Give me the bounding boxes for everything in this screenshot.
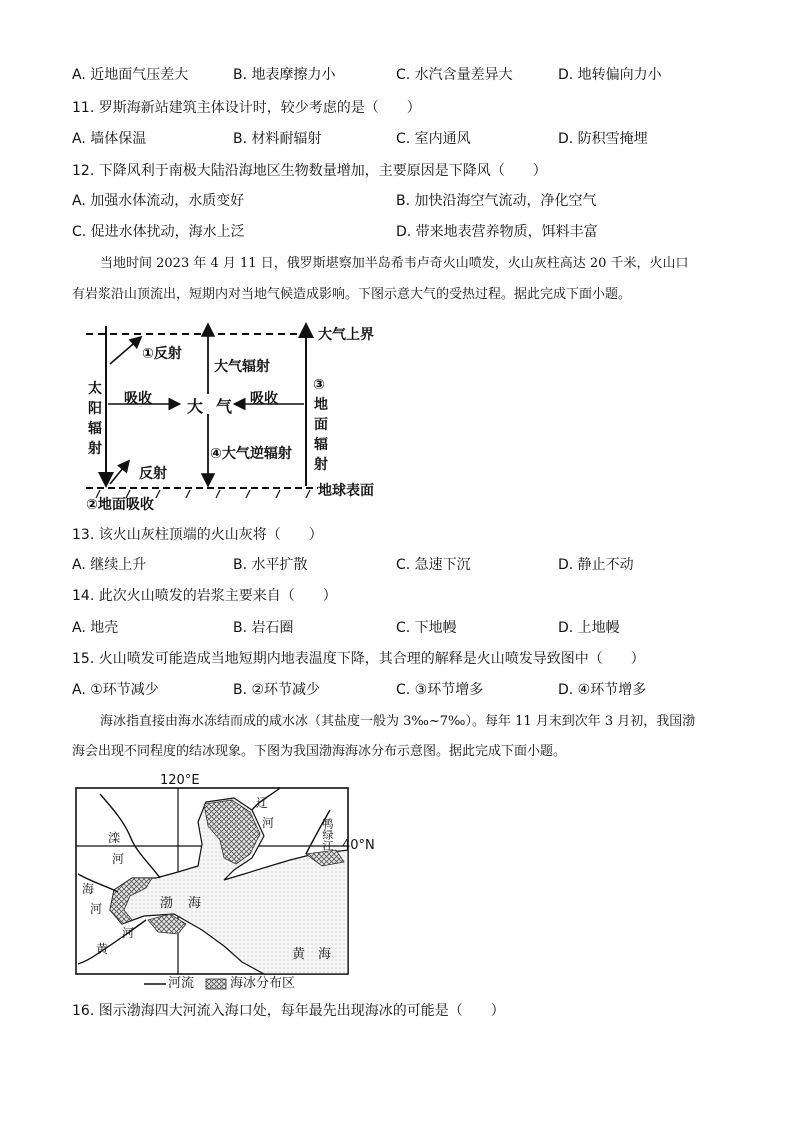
fig2-bo: 渤 — [160, 896, 174, 911]
q13-option-b: B. 水平扩散 — [233, 557, 308, 573]
fig1-reflect2: 反射 — [139, 466, 167, 482]
fig1-ground-rad-4: 辐 — [314, 437, 328, 453]
passage2-line1: 海冰指直接由海水冻结而成的咸水冰（其盐度一般为 3‰~7‰）。每年 11 月末到次年 3 月初，我国渤 — [100, 714, 696, 729]
q10-option-c: C. 水汽含量差异大 — [396, 67, 513, 83]
fig2-lon: 120°E — [160, 773, 200, 788]
q11-option-d: D. 防积雪掩埋 — [558, 131, 648, 147]
fig1-ground-rad-2: 地 — [314, 397, 328, 413]
fig1-atm-char1: 大 — [187, 397, 204, 416]
fig1-ground-rad-3: 面 — [314, 417, 328, 433]
q13-stem: 13. 该火山灰柱顶端的火山灰将（ ） — [72, 527, 323, 543]
q12-stem: 12. 下降风利于南极大陆沿海地区生物数量增加，主要原因是下降风（ ） — [72, 163, 547, 179]
q10-option-b: B. 地表摩擦力小 — [233, 67, 336, 83]
q10-option-a: A. 近地面气压差大 — [72, 67, 189, 83]
fig2-liao2: 河 — [262, 816, 275, 830]
q13-option-a: A. 继续上升 — [72, 557, 147, 573]
fig1-solar-1: 太 — [88, 381, 102, 397]
q11-stem: 11. 罗斯海新站建筑主体设计时，较少考虑的是（ ） — [72, 100, 421, 116]
fig2-hai: 海 — [188, 896, 202, 911]
q12-option-b: B. 加快沿海空气流动，净化空气 — [396, 193, 597, 209]
fig2-legend-ice: 海冰分布区 — [230, 976, 296, 991]
fig1-atm-radiation: 大气辐射 — [214, 359, 270, 375]
fig2-yellow-sea: 黄 海 — [292, 947, 332, 962]
fig2-luan1: 滦 — [108, 831, 121, 845]
q16-stem: 16. 图示渤海四大河流入海口处，每年最先出现海冰的可能是（ ） — [72, 1003, 505, 1019]
passage1-line2: 有岩浆沿山顶流出，短期内对当地气候造成影响。下图示意大气的受热过程。据此完成下面小题。 — [72, 287, 632, 302]
q13-option-c: C. 急速下沉 — [396, 557, 471, 573]
passage1-line1: 当地时间 2023 年 4 月 11 日，俄罗斯堪察加半岛希韦卢奇火山喷发，火山灰柱高达 20 千米，火山口 — [100, 256, 689, 271]
q11-option-b: B. 材料耐辐射 — [233, 131, 322, 147]
fig2-hai2: 河 — [90, 902, 103, 916]
fig1-ground-absorb: ②地面吸收 — [86, 497, 154, 513]
fig2-huang2: 河 — [122, 926, 135, 940]
q14-option-a: A. 地壳 — [72, 620, 119, 636]
fig2-huang1: 黄 — [96, 942, 109, 956]
fig1-atm-char2: 气 — [216, 397, 233, 416]
fig1-ground-rad-5: 射 — [314, 457, 328, 473]
q10-option-d: D. 地转偏向力小 — [558, 67, 662, 83]
fig1-top-label: 大气上界 — [318, 327, 374, 343]
q11-option-a: A. 墙体保温 — [72, 131, 147, 147]
q15-stem: 15. 火山喷发可能造成当地短期内地表温度下降，其合理的解释是火山喷发导致图中（ ） — [72, 651, 645, 667]
q15-option-d: D. ④环节增多 — [558, 682, 647, 698]
fig1-solar-3: 辐 — [88, 421, 102, 437]
fig2-lat: 40°N — [342, 838, 375, 853]
fig1-absorb-left: 吸收 — [124, 391, 152, 407]
q12-option-d: D. 带来地表营养物质，饵料丰富 — [396, 224, 598, 240]
q15-option-c: C. ③环节增多 — [396, 682, 484, 698]
fig2-liao1: 辽 — [256, 796, 269, 810]
legend-ice-symbol — [206, 979, 226, 989]
fig1-absorb-right: 吸收 — [250, 391, 278, 407]
q14-option-d: D. 上地幔 — [558, 620, 620, 636]
q11-option-c: C. 室内通风 — [396, 131, 471, 147]
q12-option-c: C. 促进水体扰动，海水上泛 — [72, 224, 245, 240]
q14-stem: 14. 此次火山喷发的岩浆主要来自（ ） — [72, 588, 337, 604]
fig1-ground-rad-1: ③ — [313, 377, 325, 393]
passage2-line2: 海会出现不同程度的结冰现象。下图为我国渤海海冰分布示意图。据此完成下面小题。 — [72, 744, 567, 759]
q15-option-a: A. ①环节减少 — [72, 682, 159, 698]
fig2-luan2: 河 — [112, 852, 125, 866]
q14-option-b: B. 岩石圈 — [233, 620, 294, 636]
q13-option-d: D. 静止不动 — [558, 557, 634, 573]
fig2-hai1: 海 — [82, 882, 95, 896]
fig2-legend-river: 河流 — [168, 976, 195, 991]
q14-option-c: C. 下地幔 — [396, 620, 457, 636]
fig1-solar-4: 射 — [88, 441, 102, 457]
q12-option-a: A. 加强水体流动，水质变好 — [72, 193, 245, 209]
fig1-bottom-label: 地球表面 — [318, 483, 374, 499]
q15-option-b: B. ②环节减少 — [233, 682, 321, 698]
fig1-solar-2: 阳 — [88, 401, 102, 417]
fig1-counter-radiation: ④大气逆辐射 — [210, 446, 292, 462]
fig2-yalu: 鸭绿江 — [321, 818, 334, 851]
fig1-reflect1: ①反射 — [142, 346, 182, 362]
